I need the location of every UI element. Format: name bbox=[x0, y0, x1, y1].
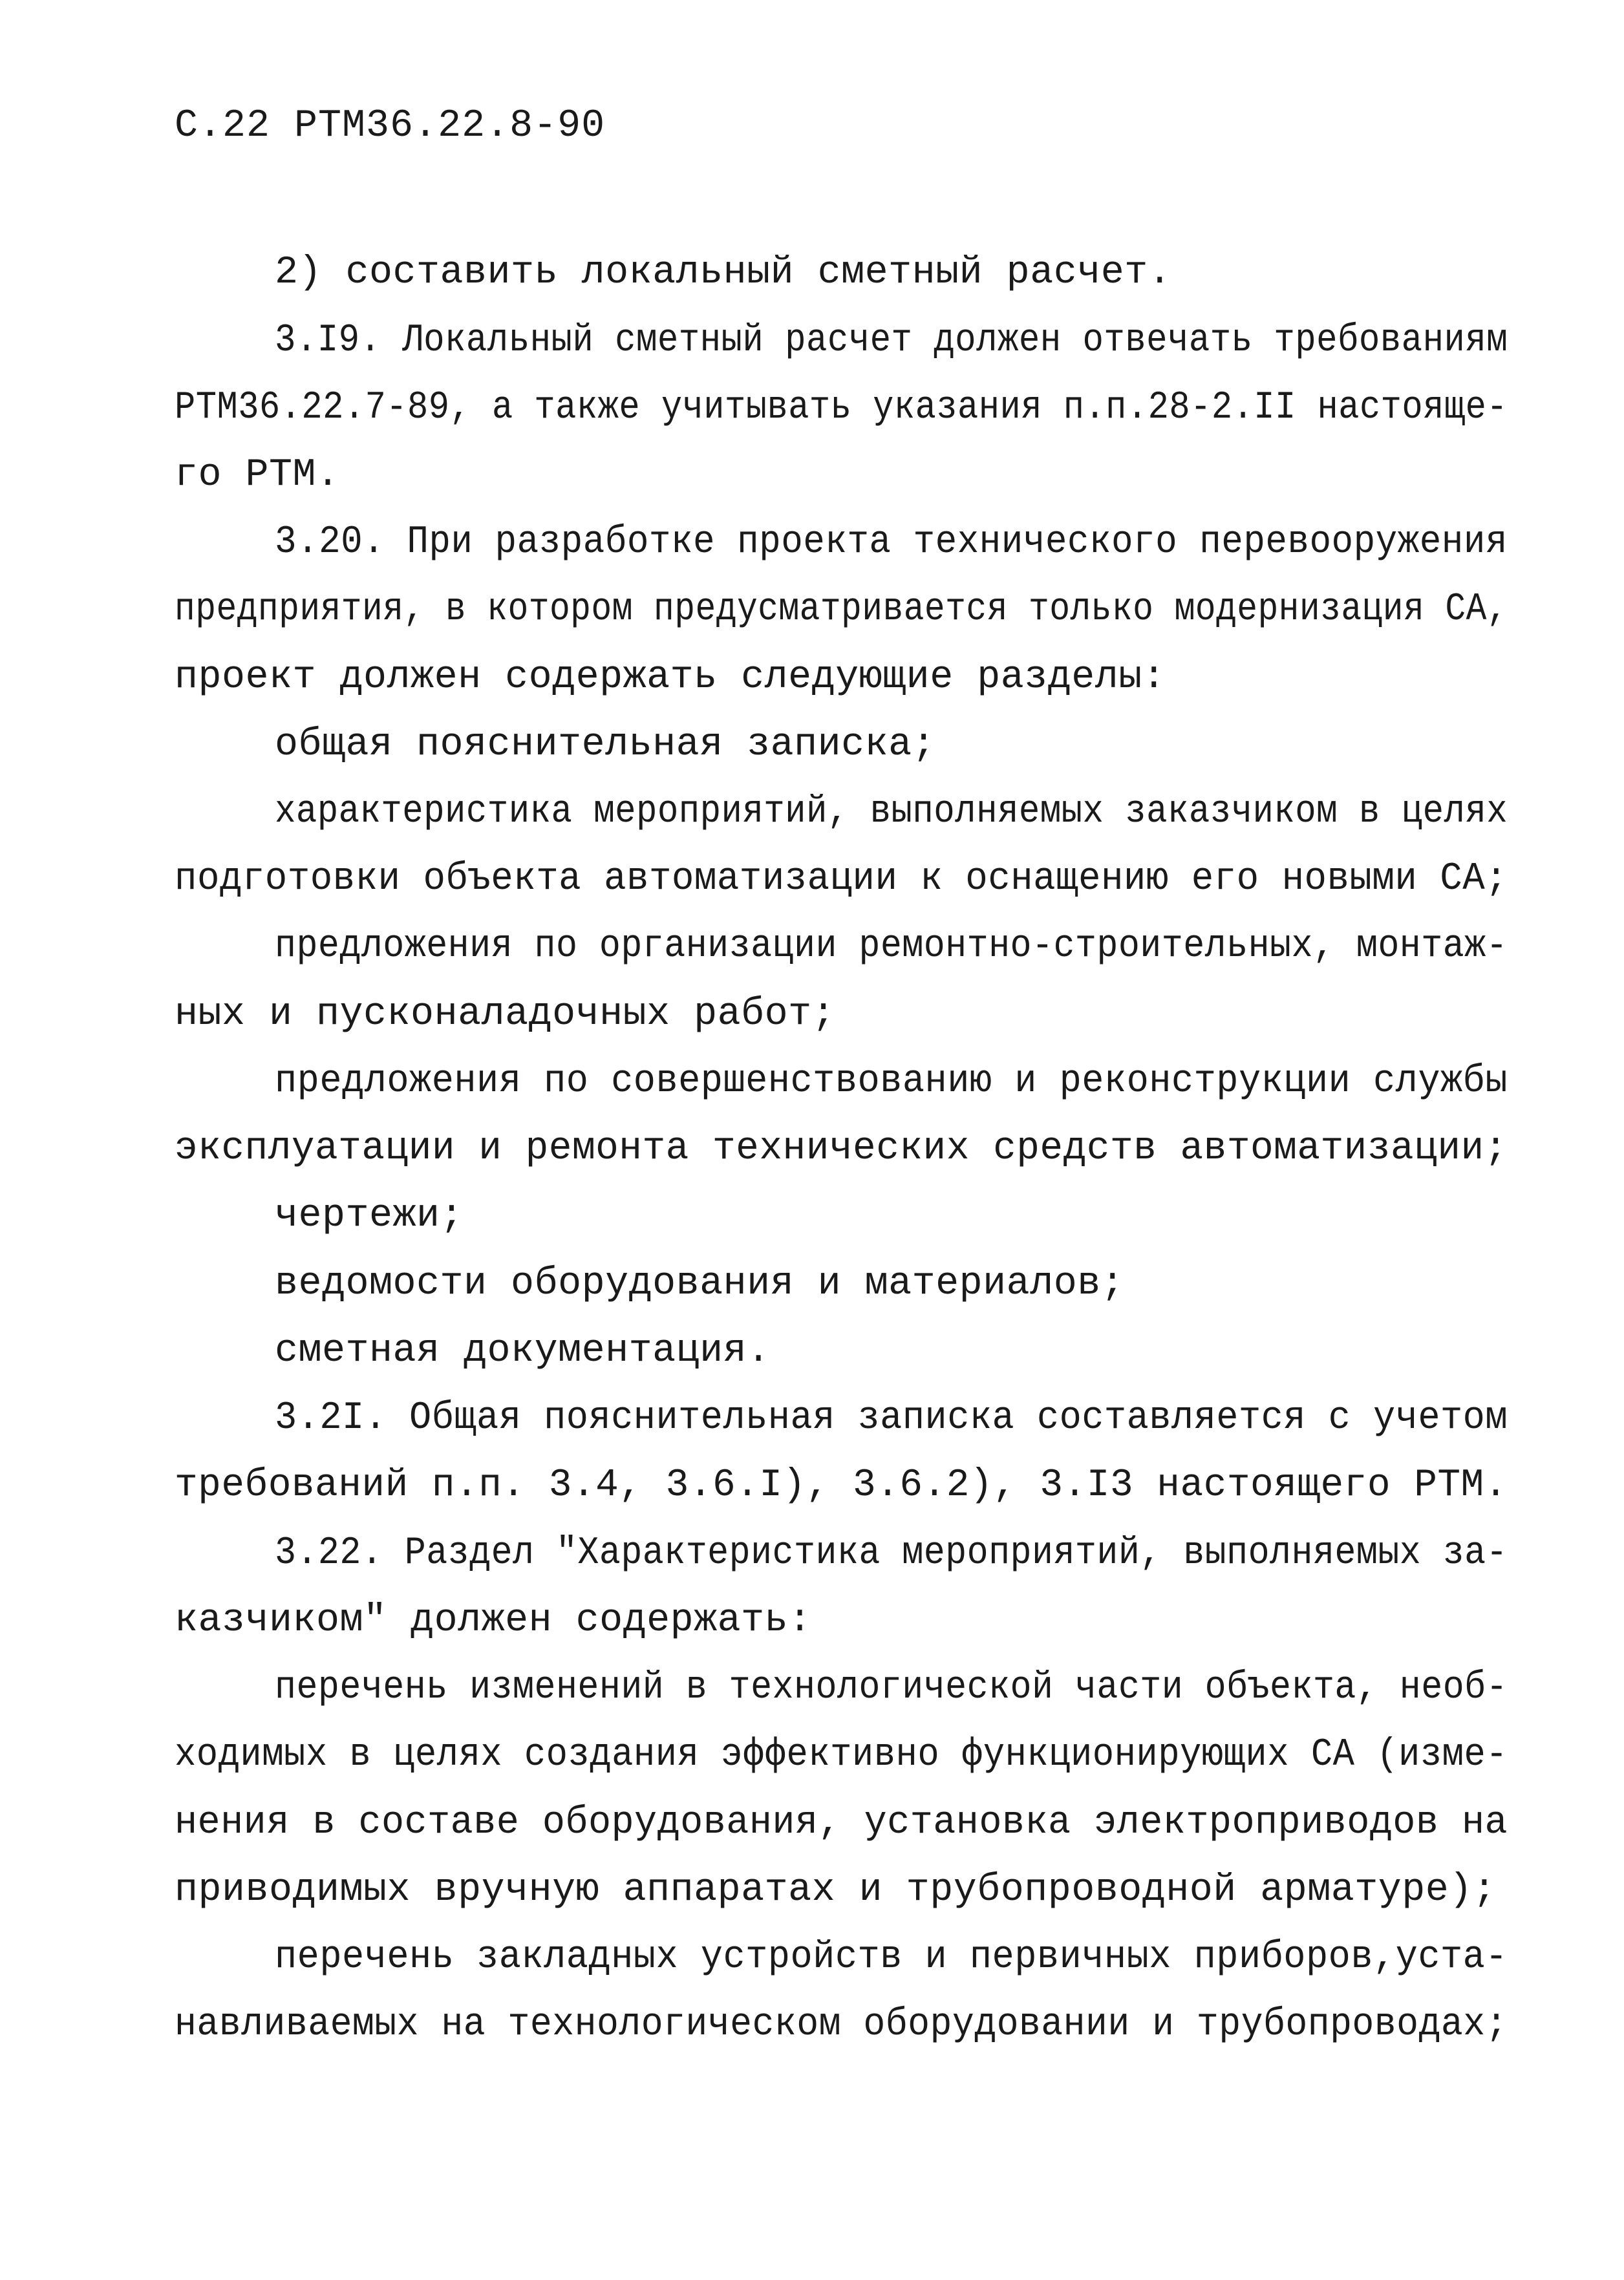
text-line: 3.20. При разработке проекта технического перевооружения bbox=[275, 520, 1508, 564]
text-line: нения в составе оборудования, установка электроприводов на bbox=[175, 1801, 1508, 1845]
text-line: перечень закладных устройств и первичных приборов,уста- bbox=[275, 1935, 1508, 1979]
page-header: С.22 РТМ36.22.8-90 bbox=[175, 104, 606, 148]
text-line: предприятия, в котором предусматривается только модернизация СА, bbox=[175, 588, 1508, 632]
text-line: навливаемых на технологическом оборудовании и трубопроводах; bbox=[175, 2003, 1508, 2047]
text-line: чертежи; bbox=[275, 1194, 464, 1238]
text-line: 3.22. Раздел "Характеристика мероприятий, выполняемых за- bbox=[275, 1531, 1508, 1575]
text-line: предложения по совершенствованию и реконструкции службы bbox=[275, 1060, 1508, 1103]
text-line: РТМ36.22.7-89, а также учитывать указания п.п.28-2.II настояще- bbox=[175, 386, 1508, 430]
text-line: перечень изменений в технологической части объекта, необ- bbox=[275, 1666, 1508, 1710]
text-line: 3.2I. Общая пояснительная записка составляется с учетом bbox=[275, 1396, 1508, 1440]
text-line: 3.I9. Локальный сметный расчет должен отвечать требованиям bbox=[275, 319, 1508, 363]
text-line: эксплуатации и ремонта технических средств автоматизации; bbox=[175, 1127, 1508, 1171]
text-line: казчиком" должен содержать: bbox=[175, 1599, 812, 1643]
text-line: ведомости оборудования и материалов; bbox=[275, 1262, 1125, 1306]
text-line: приводимых вручную аппаратах и трубопроводной арматуре); bbox=[175, 1868, 1497, 1912]
text-line: характеристика мероприятий, выполняемых заказчиком в целях bbox=[275, 790, 1508, 834]
text-line: 2) составить локальный сметный расчет. bbox=[275, 251, 1172, 295]
text-line: подготовки объекта автоматизации к оснащению его новыми СА; bbox=[175, 857, 1508, 901]
text-line: предложения по организации ремонтно-строительных, монтаж- bbox=[275, 924, 1508, 968]
text-line: требований п.п. 3.4, 3.6.I), 3.6.2), 3.I3 настоящего РТМ. bbox=[175, 1464, 1508, 1508]
text-line: го РТМ. bbox=[175, 453, 340, 497]
text-line: ходимых в целях создания эффективно функционирующих СА (изме- bbox=[175, 1733, 1508, 1777]
text-line: общая пояснительная записка; bbox=[275, 723, 936, 767]
text-line: проект должен содержать следующие разделы: bbox=[175, 655, 1166, 699]
text-line: ных и пусконаладочных работ; bbox=[175, 992, 836, 1036]
text-line: сметная документация. bbox=[275, 1329, 771, 1373]
